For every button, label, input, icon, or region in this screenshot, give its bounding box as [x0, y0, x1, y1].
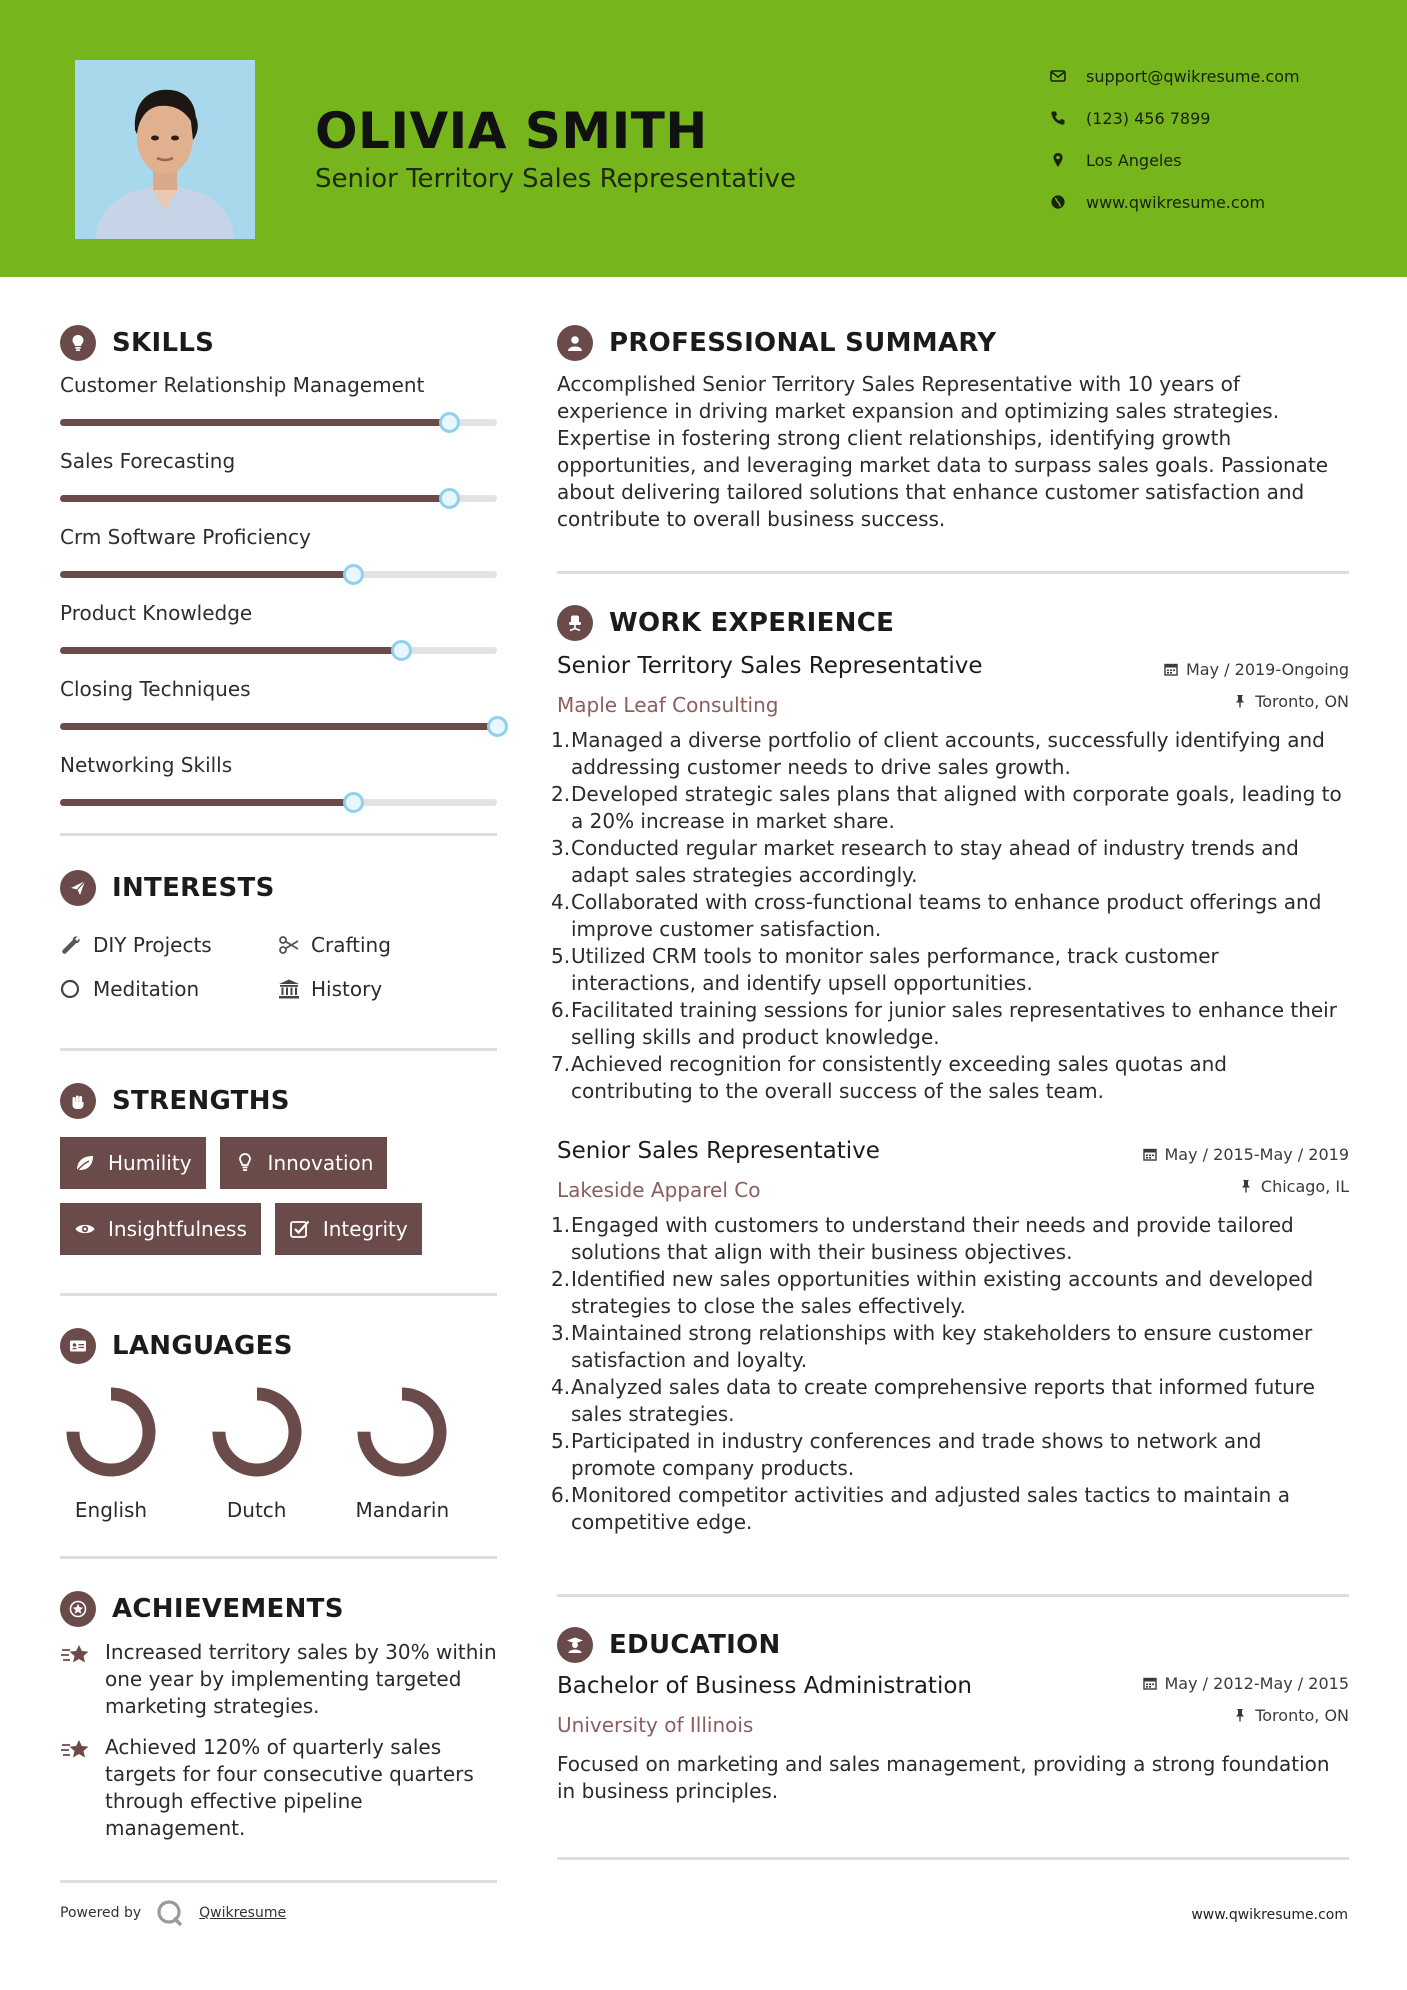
education-heading [557, 1627, 1349, 1663]
skill-bar-fill [60, 799, 353, 806]
bullet-number: 4. [551, 890, 571, 914]
summary-heading [557, 325, 1349, 361]
summary-text: Accomplished Senior Territory Sales Representative with 10 years of experience in driving market expansion and optimizing sales strategies. Expertise in fostering strong client relationships, identifying growth opportunities, and leveraging market data to surpass sales goals. Passionate about delivering tailored solutions that enhance customer satisfaction and contribute to overall business success. [557, 372, 1329, 531]
bullet-number: 4. [551, 1375, 571, 1399]
job-meta [1143, 1138, 1350, 1202]
bullet-number: 2. [551, 782, 571, 806]
bullet-number: 3. [551, 1321, 571, 1345]
bullet-number: 6. [551, 1483, 571, 1507]
shooting-star-icon [60, 1639, 105, 1720]
bullet-number: 2. [551, 1267, 571, 1291]
strength-label: Insightfulness [108, 1217, 247, 1241]
qwikresume-link[interactable]: Qwikresume [199, 1905, 287, 1921]
pushpin-icon [1233, 1708, 1247, 1722]
skill-bar-track [60, 723, 497, 730]
powered-by-label: Powered by [60, 1905, 142, 1921]
bullet-text: Utilized CRM tools to monitor sales performance, track customer interactions, and identify upsell opportunities. [571, 944, 1219, 995]
skill-bar-knob [391, 640, 412, 661]
skill-bar-knob [343, 792, 364, 813]
skill-bar-track [60, 647, 497, 654]
job-company: Maple Leaf Consulting [557, 693, 779, 717]
calendar-icon [1143, 1147, 1157, 1161]
job-bullet [551, 1482, 1349, 1536]
skill-name: Networking Skills [60, 753, 233, 777]
language-name: English [74, 1498, 148, 1522]
interests-heading [60, 870, 497, 906]
section-divider [60, 1556, 497, 1559]
eye-icon [74, 1218, 96, 1240]
degree-title: Bachelor of Business Administration [557, 1673, 972, 1699]
resume-header [0, 0, 1407, 277]
lightbulb-icon [60, 325, 96, 361]
user-icon [557, 325, 593, 361]
bullet-text: Developed strategic sales plans that aligned with corporate goals, leading to a 20% increase in market share. [571, 782, 1342, 833]
job-entry [551, 1138, 1349, 1536]
footer-url[interactable]: www.qwikresume.com [1191, 1907, 1348, 1923]
job-bullet [551, 781, 1349, 835]
calendar-icon [1143, 1676, 1157, 1690]
language-item [351, 1384, 497, 1522]
contact-phone[interactable] [1050, 97, 1390, 139]
skill-bar-fill [60, 647, 401, 654]
fist-icon [60, 1083, 96, 1119]
language-item [206, 1384, 352, 1522]
job-location [1164, 685, 1349, 717]
languages-heading [60, 1328, 497, 1364]
skill-name: Customer Relationship Management [60, 373, 425, 397]
contact-website[interactable] [1050, 181, 1390, 223]
education-location-text: Toronto, ON [1255, 1705, 1349, 1725]
achievements-title: ACHIEVEMENTS [112, 1594, 344, 1624]
job-bullet [551, 1320, 1349, 1374]
skill-item [60, 519, 497, 595]
portrait-image [75, 60, 255, 239]
education-dates-text: May / 2012-May / 2015 [1164, 1673, 1349, 1693]
jobs-list [551, 653, 1349, 1536]
skill-item [60, 443, 497, 519]
strength-label: Humility [108, 1151, 192, 1175]
interests-title: INTERESTS [112, 873, 275, 903]
contact-location [1050, 139, 1390, 181]
job-dates-text: May / 2019-Ongoing [1186, 659, 1349, 679]
graduate-icon [557, 1627, 593, 1663]
interest-label: Meditation [93, 977, 200, 1001]
interest-label: Crafting [311, 933, 391, 957]
strength-badge [60, 1137, 206, 1189]
bullet-text: Collaborated with cross-functional teams to enhance product offerings and improve customer satisfaction. [571, 890, 1322, 941]
bullet-number: 3. [551, 836, 571, 860]
language-ring [354, 1384, 450, 1480]
work-heading [557, 605, 1349, 641]
skill-item [60, 747, 497, 823]
job-bullet [551, 835, 1349, 889]
skill-bar-track [60, 495, 497, 502]
bullet-number: 5. [551, 1429, 571, 1453]
achievement-text: Achieved 120% of quarterly sales targets for four consecutive quarters through effective pipeline management. [105, 1735, 474, 1840]
skill-name: Sales Forecasting [60, 449, 236, 473]
skills-list [60, 367, 497, 823]
bullet-text: Monitored competitor activities and adjusted sales tactics to maintain a competitive edge. [571, 1483, 1290, 1534]
job-title: Senior Sales Representative [557, 1138, 880, 1164]
skill-name: Product Knowledge [60, 601, 253, 625]
education-dates [1143, 1667, 1350, 1699]
work-title: WORK EXPERIENCE [609, 608, 895, 638]
skill-bar-knob [343, 564, 364, 585]
strength-badge [60, 1203, 261, 1255]
contact-list [1050, 55, 1390, 223]
bank-icon [278, 978, 311, 1000]
job-bullets [551, 727, 1349, 1105]
skill-name: Crm Software Proficiency [60, 525, 311, 549]
bullet-text: Identified new sales opportunities within existing accounts and developed strategies to close the sales effectively. [571, 1267, 1314, 1318]
education-meta [1143, 1667, 1350, 1731]
skill-bar-fill [60, 419, 449, 426]
strengths-heading [60, 1083, 497, 1119]
qwikresume-logo-icon [155, 1898, 185, 1928]
section-divider [60, 1293, 497, 1296]
footer-powered-by [60, 1898, 286, 1928]
bullet-text: Participated in industry conferences and trade shows to network and promote company products. [571, 1429, 1262, 1480]
strength-label: Innovation [267, 1151, 374, 1175]
job-company: Lakeside Apparel Co [557, 1178, 761, 1202]
wrench-icon [60, 934, 93, 956]
calendar-icon [1164, 662, 1178, 676]
profile-photo [75, 60, 255, 239]
job-bullets [551, 1212, 1349, 1536]
skill-bar-fill [60, 495, 449, 502]
leaf-icon [74, 1152, 96, 1174]
checkbox-icon [289, 1218, 311, 1240]
skill-bar-track [60, 419, 497, 426]
skill-bar-track [60, 571, 497, 578]
lightbulb-icon [234, 1152, 256, 1174]
strength-badge [275, 1203, 422, 1255]
skill-bar-track [60, 799, 497, 806]
strength-label: Integrity [322, 1217, 408, 1241]
job-bullet [551, 889, 1349, 943]
contact-website-text: www.qwikresume.com [1086, 192, 1266, 212]
sidebar [60, 325, 497, 1883]
circle-icon [60, 978, 93, 1000]
language-ring [209, 1384, 305, 1480]
interests-list [60, 930, 497, 1004]
job-dates [1164, 653, 1349, 685]
job-bullet [551, 1374, 1349, 1428]
job-header [557, 653, 1349, 717]
education-location [1143, 1699, 1350, 1731]
education-title: EDUCATION [609, 1630, 781, 1660]
bullet-text: Maintained strong relationships with key stakeholders to ensure customer satisfaction and loyalty. [571, 1321, 1313, 1372]
language-name: Mandarin [355, 1498, 450, 1522]
section-divider [557, 1857, 1349, 1860]
paper-plane-icon [60, 870, 96, 906]
languages-title: LANGUAGES [112, 1331, 293, 1361]
candidate-name: OLIVIA SMITH [315, 102, 708, 160]
bullet-text: Achieved recognition for consistently exceeding sales quotas and contributing to the overall success of the sales team. [571, 1052, 1227, 1103]
languages-list [60, 1384, 497, 1522]
star-badge-icon [60, 1591, 96, 1627]
strengths-list [60, 1137, 497, 1255]
interest-item [278, 930, 497, 960]
bullet-number: 5. [551, 944, 571, 968]
bullet-text: Managed a diverse portfolio of client accounts, successfully identifying and addressing customer needs to drive sales growth. [571, 728, 1325, 779]
job-bullet [551, 1212, 1349, 1266]
section-divider [60, 833, 497, 836]
job-dates-text: May / 2015-May / 2019 [1164, 1144, 1349, 1164]
skill-name: Closing Techniques [60, 677, 251, 701]
main-column [551, 325, 1349, 1860]
interest-item [60, 974, 278, 1004]
pushpin-icon [1233, 694, 1247, 708]
skill-item [60, 367, 497, 443]
globe-icon [1050, 194, 1086, 210]
strength-badge [220, 1137, 388, 1189]
skills-heading [60, 325, 497, 361]
skill-bar-knob [439, 412, 460, 433]
skills-title: SKILLS [112, 328, 215, 358]
bullet-number: 7. [551, 1052, 571, 1076]
skill-bar-knob [439, 488, 460, 509]
education-entry-header [557, 1673, 1349, 1737]
section-divider [557, 571, 1349, 574]
candidate-title: Senior Territory Sales Representative [315, 164, 797, 194]
job-header [557, 1138, 1349, 1202]
job-bullet [551, 1266, 1349, 1320]
job-bullet [551, 727, 1349, 781]
job-meta [1164, 653, 1349, 717]
skill-bar-fill [60, 723, 497, 730]
office-chair-icon [557, 605, 593, 641]
bullet-text: Analyzed sales data to create comprehensive reports that informed future sales strategies. [571, 1375, 1315, 1426]
bullet-number: 6. [551, 998, 571, 1022]
language-name: Dutch [226, 1498, 287, 1522]
section-divider [60, 1880, 497, 1883]
skill-item [60, 671, 497, 747]
interest-item [60, 930, 278, 960]
achievements-heading [60, 1591, 497, 1627]
section-divider [60, 1048, 497, 1051]
job-bullet [551, 997, 1349, 1051]
skill-item [60, 595, 497, 671]
language-ring [63, 1384, 159, 1480]
job-title: Senior Territory Sales Representative [557, 653, 983, 679]
bullet-text: Facilitated training sessions for junior sales representatives to enhance their selling skills and product knowledge. [571, 998, 1337, 1049]
interest-item [278, 974, 497, 1004]
bullet-text: Engaged with customers to understand their needs and provide tailored solutions that align with their business objectives. [571, 1213, 1294, 1264]
skill-bar-knob [487, 716, 508, 737]
school-name: University of Illinois [557, 1713, 754, 1737]
job-location [1143, 1170, 1350, 1202]
job-location-text: Chicago, IL [1260, 1176, 1349, 1196]
summary-title: PROFESSIONAL SUMMARY [609, 328, 997, 358]
bullet-number: 1. [551, 1213, 571, 1237]
contact-email-text: support@qwikresume.com [1086, 66, 1300, 86]
envelope-icon [1050, 68, 1086, 84]
bullet-text: Conducted regular market research to stay ahead of industry trends and adapt sales strategies accordingly. [571, 836, 1299, 887]
language-item [60, 1384, 206, 1522]
map-pin-icon [1050, 152, 1086, 168]
section-divider [557, 1594, 1349, 1597]
strengths-title: STRENGTHS [112, 1086, 290, 1116]
interest-label: DIY Projects [93, 933, 212, 957]
contact-email[interactable] [1050, 55, 1390, 97]
contact-location-text: Los Angeles [1086, 150, 1182, 170]
achievement-item [60, 1734, 497, 1842]
job-entry [551, 653, 1349, 1105]
shooting-star-icon [60, 1734, 105, 1842]
achievement-item [60, 1639, 497, 1720]
job-dates [1143, 1138, 1350, 1170]
job-bullet [551, 943, 1349, 997]
id-card-icon [60, 1328, 96, 1364]
job-bullet [551, 1428, 1349, 1482]
scissors-icon [278, 934, 311, 956]
job-location-text: Toronto, ON [1255, 691, 1349, 711]
bullet-number: 1. [551, 728, 571, 752]
skill-bar-fill [60, 571, 353, 578]
phone-icon [1050, 110, 1086, 126]
contact-phone-text: (123) 456 7899 [1086, 108, 1211, 128]
pushpin-icon [1239, 1179, 1253, 1193]
achievement-text: Increased territory sales by 30% within one year by implementing targeted marketing strategies. [105, 1640, 497, 1718]
education-description: Focused on marketing and sales management, providing a strong foundation in business principles. [557, 1752, 1330, 1803]
interest-label: History [311, 977, 383, 1001]
job-bullet [551, 1051, 1349, 1105]
